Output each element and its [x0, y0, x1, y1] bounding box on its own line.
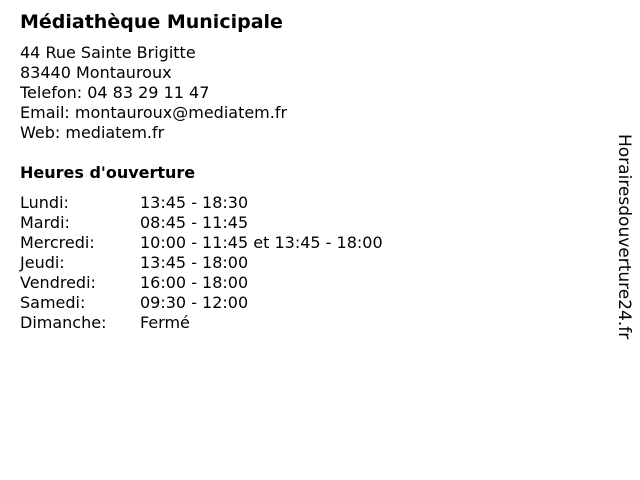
day-label: Jeudi: [20, 253, 65, 272]
hours-heading: Heures d'ouverture [20, 163, 196, 182]
time-value: 16:00 - 18:00 [140, 273, 249, 292]
day-label: Mercredi: [20, 233, 95, 252]
time-value: 08:45 - 11:45 [140, 213, 249, 232]
time-value: 10:00 - 11:45 et 13:45 - 18:00 [140, 233, 383, 252]
time-value: 13:45 - 18:30 [140, 193, 249, 212]
website-line: Web: mediatem.fr [20, 123, 165, 142]
day-label: Vendredi: [20, 273, 96, 292]
hours-row-saturday [20, 293, 580, 313]
hours-row-thursday [20, 253, 580, 273]
email-line: Email: montauroux@mediatem.fr [20, 103, 288, 122]
hours-row-tuesday [20, 213, 580, 233]
time-value: Fermé [140, 313, 190, 332]
day-label: Lundi: [20, 193, 69, 212]
day-label: Mardi: [20, 213, 70, 232]
postal-city: 83440 Montauroux [20, 63, 172, 82]
time-value: 09:30 - 12:00 [140, 293, 249, 312]
street-address: 44 Rue Sainte Brigitte [20, 43, 196, 62]
hours-row-wednesday [20, 233, 580, 253]
hours-row-sunday [20, 313, 580, 333]
day-label: Samedi: [20, 293, 86, 312]
time-value: 13:45 - 18:00 [140, 253, 249, 272]
day-label: Dimanche: [20, 313, 107, 332]
library-title: Médiathèque Municipale [20, 11, 283, 33]
site-watermark: Horairesdouverture24.fr [614, 134, 634, 340]
contact-block [20, 43, 580, 143]
phone-line: Telefon: 04 83 29 11 47 [20, 83, 210, 102]
hours-row-monday [20, 193, 580, 213]
hours-row-friday [20, 273, 580, 293]
library-card [20, 10, 580, 333]
hours-table [20, 193, 580, 333]
